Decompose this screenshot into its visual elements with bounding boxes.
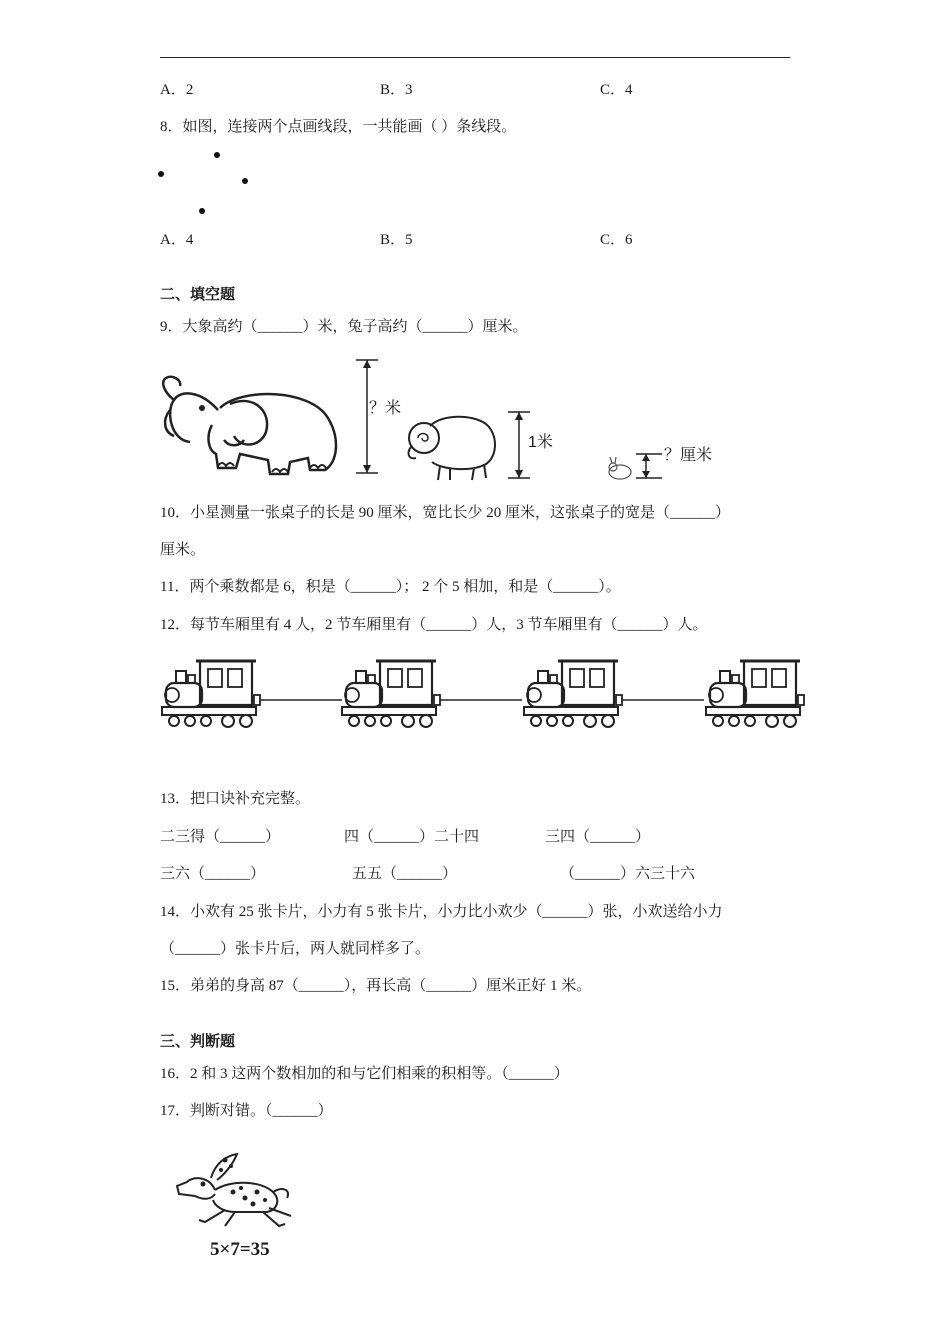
q7-option-a[interactable]: A．2	[160, 82, 194, 98]
train-illustration	[158, 655, 808, 735]
section-title-true-false: 三、判断题	[160, 1034, 236, 1050]
q8-option-b[interactable]: B．5	[380, 232, 413, 248]
rabbit-height-label: ？厘米	[664, 447, 713, 464]
train-car-3	[524, 661, 622, 727]
q16-question: 16．2 和 3 这两个数相加的和与它们相乘的积相等。（______）	[160, 1066, 569, 1082]
q13-item-2: 四（______）二十四	[344, 829, 480, 845]
rabbit-height-arrow	[636, 452, 666, 482]
q10-question-line1: 10．小星测量一张桌子的长是 90 厘米，宽比长少 20 厘米，这张桌子的宽是（______）	[160, 505, 731, 521]
elephant-illustration	[160, 370, 350, 480]
q13-question: 13．把口诀补充完整。	[160, 791, 311, 807]
train-car-4	[706, 661, 804, 727]
q11-question: 11．两个乘数都是 6，积是（______）； 2 个 5 相加，和是（______）。	[160, 579, 621, 595]
dot-4	[199, 208, 205, 214]
q14-question-line2: （______）张卡片后，两人就同样多了。	[160, 941, 431, 957]
section-title-fill-in: 二、填空题	[160, 287, 236, 303]
dot-1	[214, 152, 220, 158]
sheep-height-label: 1米	[528, 434, 553, 451]
spotted-dog-illustration	[175, 1150, 295, 1230]
q13-item-3: 三四（______）	[545, 829, 651, 845]
q17-equation: 5×7=35	[210, 1239, 270, 1260]
q17-question: 17．判断对错。（______）	[160, 1103, 333, 1119]
q7-option-c[interactable]: C．4	[600, 82, 633, 98]
q14-question-line1: 14．小欢有 25 张卡片，小力有 5 张卡片，小力比小欢少（______）张，小欢送给小力	[160, 904, 723, 920]
q13-item-5: 五五（______）	[352, 866, 458, 882]
q12-question: 12．每节车厢里有 4 人，2 节车厢里有（______）人，3 节车厢里有（______）人。	[160, 617, 708, 633]
q13-item-6: （______）六三十六	[560, 866, 696, 882]
train-car-2	[342, 661, 440, 727]
header-rule	[160, 57, 790, 58]
q15-question: 15．弟弟的身高 87（______），再长高（______）厘米正好 1 米。	[160, 978, 592, 994]
rabbit-illustration	[606, 457, 634, 481]
q13-item-1: 二三得（______）	[160, 829, 281, 845]
q7-option-b[interactable]: B．3	[380, 82, 413, 98]
q8-option-c[interactable]: C．6	[600, 232, 633, 248]
dot-2	[158, 171, 164, 177]
q8-option-a[interactable]: A．4	[160, 232, 194, 248]
q13-item-4: 三六（______）	[160, 866, 266, 882]
q8-dots-figure	[155, 145, 255, 220]
sheep-illustration	[402, 412, 500, 482]
train-car-1	[162, 661, 260, 727]
q10-question-line2: 厘米。	[160, 542, 206, 558]
q8-question: 8．如图，连接两个点画线段，一共能画（ ）条线段。	[160, 119, 517, 135]
dot-3	[242, 178, 248, 184]
q9-question: 9．大象高约（______）米，兔子高约（______）厘米。	[160, 319, 528, 335]
elephant-height-label: ？米	[369, 400, 402, 417]
elephant-height-arrow	[356, 358, 386, 478]
